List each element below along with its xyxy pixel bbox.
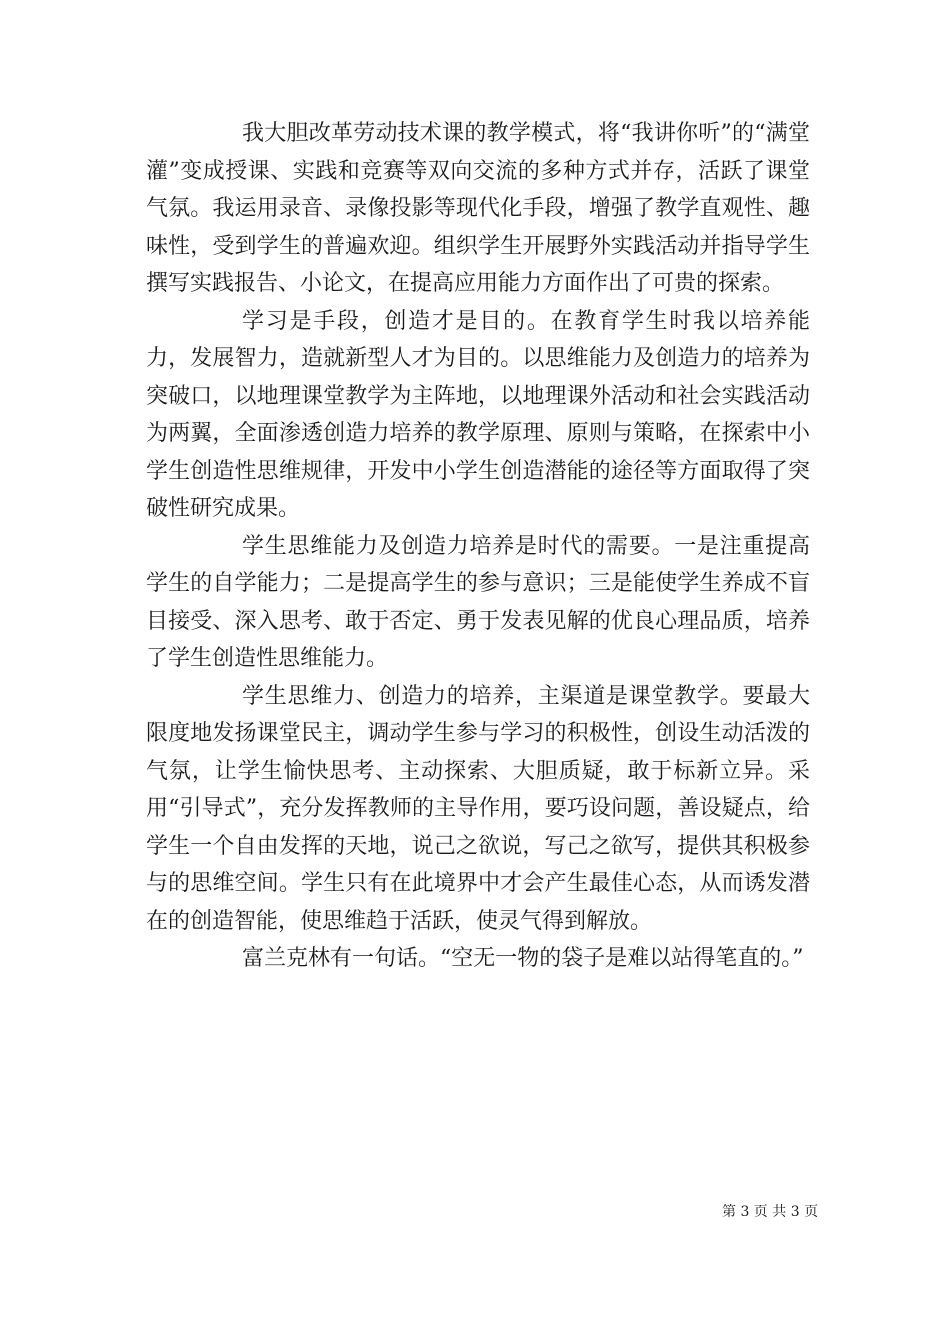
paragraph: 学习是手段，创造才是目的。在教育学生时我以培养能力，发展智力，造就新型人才为目的。以思维能力及创造力的培养为突破口，以地理课堂教学为主阵地，以地理课外活动和社会实践活动为两翼，全面渗透创造力培养的教学原理、原则与策略，在探索中小学生创造性思维规律，开发中小学生创造潜能的途径等方面取得了突破性研究成果。 bbox=[146, 308, 810, 521]
paragraph: 学生思维能力及创造力培养是时代的需要。一是注重提高学生的自学能力；二是提高学生的参与意识；三是能使学生养成不盲目接受、深入思考、敢于否定、勇于发表见解的优良心理品质，培养了学生创造性思维能力。 bbox=[146, 533, 810, 671]
paragraph: 富兰克林有一句话。“空无一物的袋子是难以站得笔直的。” bbox=[242, 946, 804, 971]
paragraph: 学生思维力、创造力的培养，主渠道是课堂教学。要最大限度地发扬课堂民主，调动学生参与学习的积极性，创设生动活泼的气氛，让学生愉快思考、主动探索、大胆质疑，敢于标新立异。采用“引导式”，充分发挥教师的主导作用，要巧设问题，善设疑点，给学生一个自由发挥的天地，说己之欲说，写己之欲写，提供其积极参与的思维空间。学生只有在此境界中才会产生最佳心态，从而诱发潜在的创造智能，使思维趋于活跃，使灵气得到解放。 bbox=[146, 683, 810, 934]
body-text bbox=[146, 115, 810, 978]
paragraph: 我大胆改革劳动技术课的教学模式，将“我讲你听”的“满堂灌”变成授课、实践和竞赛等双向交流的多种方式并存，活跃了课堂气氛。我运用录音、录像投影等现代化手段，增强了教学直观性、趣味性，受到学生的普遍欢迎。组织学生开展野外实践活动并指导学生撰写实践报告、小论文，在提高应用能力方面作出了可贵的探索。 bbox=[146, 121, 810, 296]
page-number-footer: 第 3 页 共 3 页 bbox=[722, 1204, 819, 1220]
